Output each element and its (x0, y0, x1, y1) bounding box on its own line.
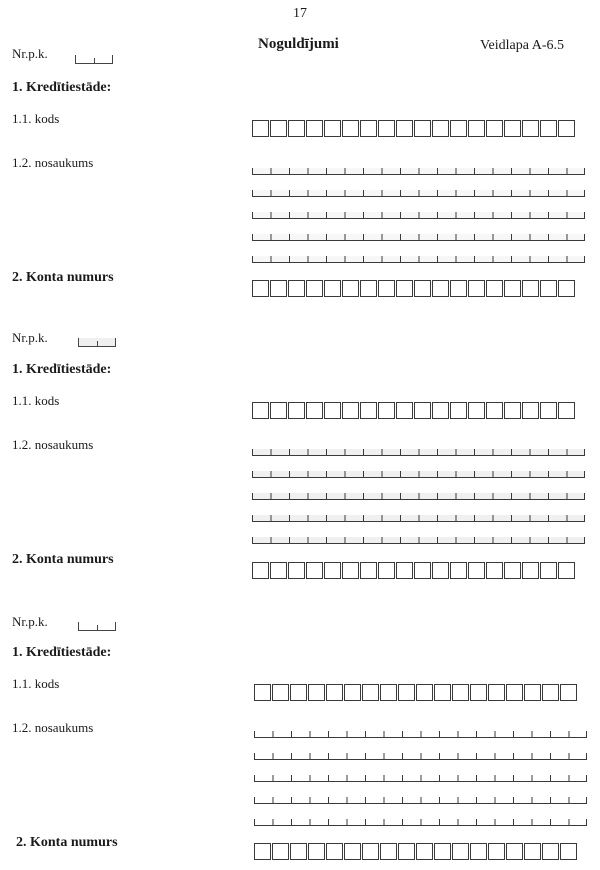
institution-heading: 1. Kredītiestāde: (12, 80, 112, 95)
name-input-line[interactable] (252, 449, 585, 456)
char-box[interactable] (414, 562, 431, 579)
name-label: 1.2. nosaukums (12, 155, 94, 170)
char-box[interactable] (468, 402, 485, 419)
char-box[interactable] (434, 843, 451, 860)
char-box[interactable] (414, 120, 431, 137)
char-box[interactable] (306, 280, 323, 297)
char-box[interactable] (542, 843, 559, 860)
char-box[interactable] (470, 684, 487, 701)
char-box[interactable] (270, 562, 287, 579)
char-box[interactable] (252, 562, 269, 579)
char-box[interactable] (540, 280, 557, 297)
char-box[interactable] (450, 562, 467, 579)
char-box[interactable] (252, 120, 269, 137)
char-box[interactable] (306, 120, 323, 137)
char-box[interactable] (468, 562, 485, 579)
char-box[interactable] (558, 120, 575, 137)
nr-label: Nr.p.k. (12, 614, 48, 629)
name-input-line[interactable] (252, 168, 585, 175)
char-box[interactable] (522, 280, 539, 297)
char-box[interactable] (378, 280, 395, 297)
char-box[interactable] (486, 120, 503, 137)
char-box[interactable] (342, 280, 359, 297)
nr-input[interactable] (78, 338, 116, 347)
account-label: 2. Konta numurs (12, 270, 114, 285)
nr-input[interactable] (75, 55, 113, 64)
char-box[interactable] (560, 843, 577, 860)
char-box[interactable] (398, 684, 415, 701)
char-box[interactable] (362, 684, 379, 701)
char-box[interactable] (540, 120, 557, 137)
char-box[interactable] (360, 280, 377, 297)
nr-label: Nr.p.k. (12, 46, 48, 61)
char-box[interactable] (486, 562, 503, 579)
code-input[interactable] (252, 402, 575, 419)
char-box[interactable] (504, 562, 521, 579)
char-box[interactable] (342, 562, 359, 579)
char-box[interactable] (434, 684, 451, 701)
char-box[interactable] (524, 684, 541, 701)
code-label: 1.1. kods (12, 111, 60, 126)
char-box[interactable] (272, 843, 289, 860)
char-box[interactable] (540, 402, 557, 419)
name-input-line[interactable] (252, 256, 585, 263)
char-box[interactable] (450, 280, 467, 297)
char-box[interactable] (326, 843, 343, 860)
code-input[interactable] (254, 684, 577, 701)
char-box[interactable] (254, 843, 271, 860)
char-box[interactable] (344, 843, 361, 860)
char-box[interactable] (506, 843, 523, 860)
char-box[interactable] (380, 684, 397, 701)
code-label: 1.1. kods (12, 676, 60, 691)
char-box[interactable] (308, 843, 325, 860)
char-box[interactable] (522, 120, 539, 137)
page-number: 17 (293, 6, 307, 21)
char-box[interactable] (308, 684, 325, 701)
char-box[interactable] (324, 562, 341, 579)
char-box[interactable] (468, 280, 485, 297)
char-box[interactable] (252, 402, 269, 419)
char-box[interactable] (362, 843, 379, 860)
char-box[interactable] (252, 280, 269, 297)
char-box[interactable] (432, 280, 449, 297)
char-box[interactable] (326, 684, 343, 701)
char-box[interactable] (470, 843, 487, 860)
char-box[interactable] (504, 120, 521, 137)
char-box[interactable] (342, 120, 359, 137)
char-box[interactable] (396, 120, 413, 137)
name-input-line[interactable] (252, 515, 585, 522)
char-box[interactable] (558, 402, 575, 419)
char-box[interactable] (344, 684, 361, 701)
char-box[interactable] (288, 280, 305, 297)
char-box[interactable] (324, 402, 341, 419)
char-box[interactable] (452, 843, 469, 860)
char-box[interactable] (380, 843, 397, 860)
institution-heading: 1. Kredītiestāde: (12, 645, 112, 660)
char-box[interactable] (468, 120, 485, 137)
char-box[interactable] (290, 843, 307, 860)
char-box[interactable] (288, 562, 305, 579)
name-input-line[interactable] (252, 493, 585, 500)
char-box[interactable] (398, 843, 415, 860)
char-box[interactable] (270, 402, 287, 419)
char-box[interactable] (450, 402, 467, 419)
code-input[interactable] (252, 120, 575, 137)
char-box[interactable] (324, 280, 341, 297)
char-box[interactable] (414, 280, 431, 297)
char-box[interactable] (288, 402, 305, 419)
name-label: 1.2. nosaukums (12, 437, 94, 452)
char-box[interactable] (360, 402, 377, 419)
char-box[interactable] (360, 562, 377, 579)
name-label: 1.2. nosaukums (12, 720, 94, 735)
char-box[interactable] (342, 402, 359, 419)
char-box[interactable] (432, 120, 449, 137)
account-input[interactable] (252, 562, 575, 579)
char-box[interactable] (396, 562, 413, 579)
name-input-line[interactable] (252, 234, 585, 241)
char-box[interactable] (558, 280, 575, 297)
nr-label: Nr.p.k. (12, 330, 48, 345)
char-box[interactable] (416, 684, 433, 701)
char-box[interactable] (542, 684, 559, 701)
char-box[interactable] (432, 562, 449, 579)
institution-heading: 1. Kredītiestāde: (12, 362, 112, 377)
char-box[interactable] (378, 120, 395, 137)
char-box[interactable] (560, 684, 577, 701)
char-box[interactable] (306, 562, 323, 579)
char-box[interactable] (486, 280, 503, 297)
char-box[interactable] (396, 402, 413, 419)
char-box[interactable] (506, 684, 523, 701)
char-box[interactable] (270, 120, 287, 137)
char-box[interactable] (524, 843, 541, 860)
form-title: Noguldījumi (258, 36, 339, 52)
char-box[interactable] (504, 280, 521, 297)
char-box[interactable] (540, 562, 557, 579)
account-label: 2. Konta numurs (16, 835, 118, 850)
char-box[interactable] (522, 562, 539, 579)
name-input-line[interactable] (254, 797, 587, 804)
nr-input[interactable] (78, 622, 116, 631)
char-box[interactable] (270, 280, 287, 297)
name-input-line[interactable] (254, 753, 587, 760)
char-box[interactable] (360, 120, 377, 137)
account-input[interactable] (252, 280, 575, 297)
char-box[interactable] (414, 402, 431, 419)
char-box[interactable] (488, 684, 505, 701)
char-box[interactable] (450, 120, 467, 137)
char-box[interactable] (272, 684, 289, 701)
name-input-line[interactable] (252, 471, 585, 478)
name-input-line[interactable] (254, 731, 587, 738)
char-box[interactable] (288, 120, 305, 137)
char-box[interactable] (522, 402, 539, 419)
name-input-line[interactable] (252, 212, 585, 219)
name-input-line[interactable] (252, 537, 585, 544)
account-label: 2. Konta numurs (12, 552, 114, 567)
account-input[interactable] (254, 843, 577, 860)
form-code: Veidlapa A-6.5 (480, 38, 564, 53)
char-box[interactable] (486, 402, 503, 419)
char-box[interactable] (452, 684, 469, 701)
char-box[interactable] (290, 684, 307, 701)
name-input-line[interactable] (254, 775, 587, 782)
char-box[interactable] (306, 402, 323, 419)
code-label: 1.1. kods (12, 393, 60, 408)
name-input-line[interactable] (254, 819, 587, 826)
char-box[interactable] (416, 843, 433, 860)
char-box[interactable] (378, 402, 395, 419)
char-box[interactable] (396, 280, 413, 297)
char-box[interactable] (254, 684, 271, 701)
char-box[interactable] (432, 402, 449, 419)
char-box[interactable] (324, 120, 341, 137)
char-box[interactable] (558, 562, 575, 579)
name-input-line[interactable] (252, 190, 585, 197)
char-box[interactable] (378, 562, 395, 579)
char-box[interactable] (488, 843, 505, 860)
char-box[interactable] (504, 402, 521, 419)
